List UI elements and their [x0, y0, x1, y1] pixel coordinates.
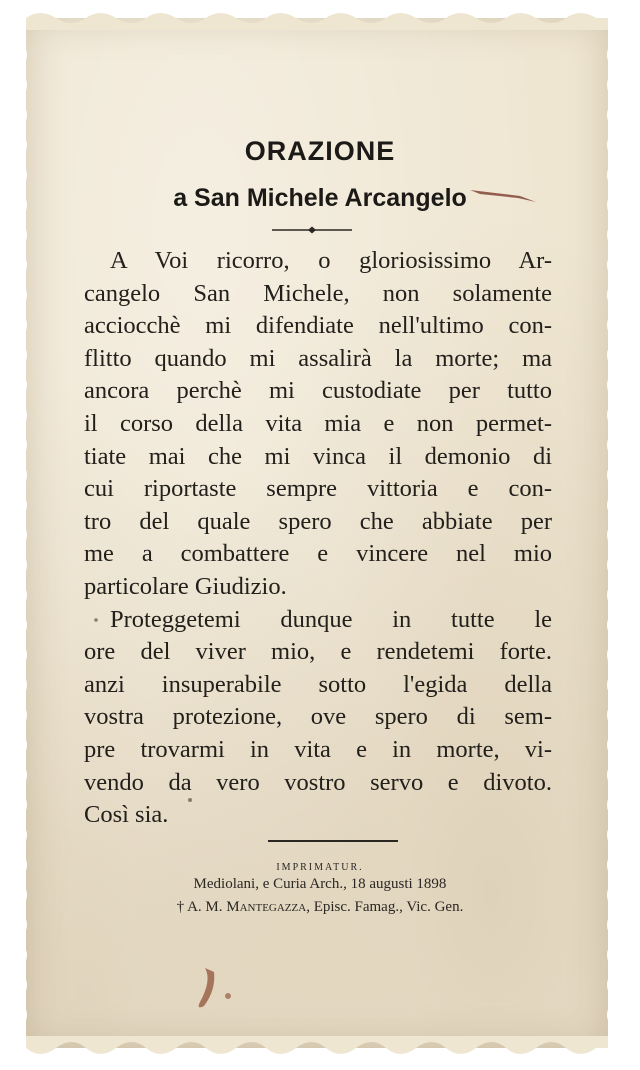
prayer-line: vostra protezione, ove spero di sem- — [84, 703, 552, 731]
prayer-title: ORAZIONE — [244, 136, 396, 166]
prayer-line: ancora perchè mi custodiate per tutto — [84, 377, 552, 405]
prayer-line: flitto quando mi assalirà la morte; ma — [84, 344, 552, 372]
prayer-line: me a combattere e vincere nel mio — [84, 540, 552, 568]
prayer-line: Così sia. — [84, 801, 169, 829]
prayer-line: tro del quale spero che abbiate per — [84, 507, 552, 535]
imprimatur-signature — [0, 899, 640, 916]
prayer-line: cangelo San Michele, non solamente — [84, 279, 552, 307]
imprimatur-suffix: , Episc. Famag., Vic. Gen. — [306, 899, 464, 915]
prayer-line: A Voi ricorro, o gloriosissimo Ar- — [110, 247, 552, 274]
prayer-line: tiate mai che mi vinca il demonio di — [84, 442, 552, 470]
prayer-line: ore del viver mio, e rendetemi forte. — [84, 638, 552, 666]
divider-rule — [268, 840, 398, 842]
prayer-line: anzi insuperabile sotto l'egida della — [84, 670, 552, 698]
imprimatur-name: Mantegazza — [226, 899, 307, 915]
prayer-line: Proteggetemi dunque in tutte le — [110, 605, 552, 633]
prayer-line: il corso della vita mia e non permet- — [84, 409, 552, 437]
prayer-line: cui riportaste sempre vittoria e con- — [84, 475, 552, 503]
prayer-line: vendo da vero vostro servo e divoto. — [84, 768, 552, 796]
prayer-line: particolare Giudizio. — [84, 572, 287, 600]
prayer-line: acciocchè mi difendiate nell'ultimo con- — [84, 312, 552, 340]
imprimatur-line: Mediolani, e Curia Arch., 18 augusti 1898 — [193, 876, 447, 892]
prayer-text — [84, 245, 552, 832]
imprimatur-heading: IMPRIMATUR. — [276, 862, 364, 873]
imprimatur-prefix: † A. M. — [176, 899, 227, 915]
prayer-subtitle: a San Michele Arcangelo — [173, 184, 467, 212]
prayer-line: pre trovarmi in vita e in morte, vi- — [84, 735, 552, 763]
title-ornament — [272, 226, 352, 234]
